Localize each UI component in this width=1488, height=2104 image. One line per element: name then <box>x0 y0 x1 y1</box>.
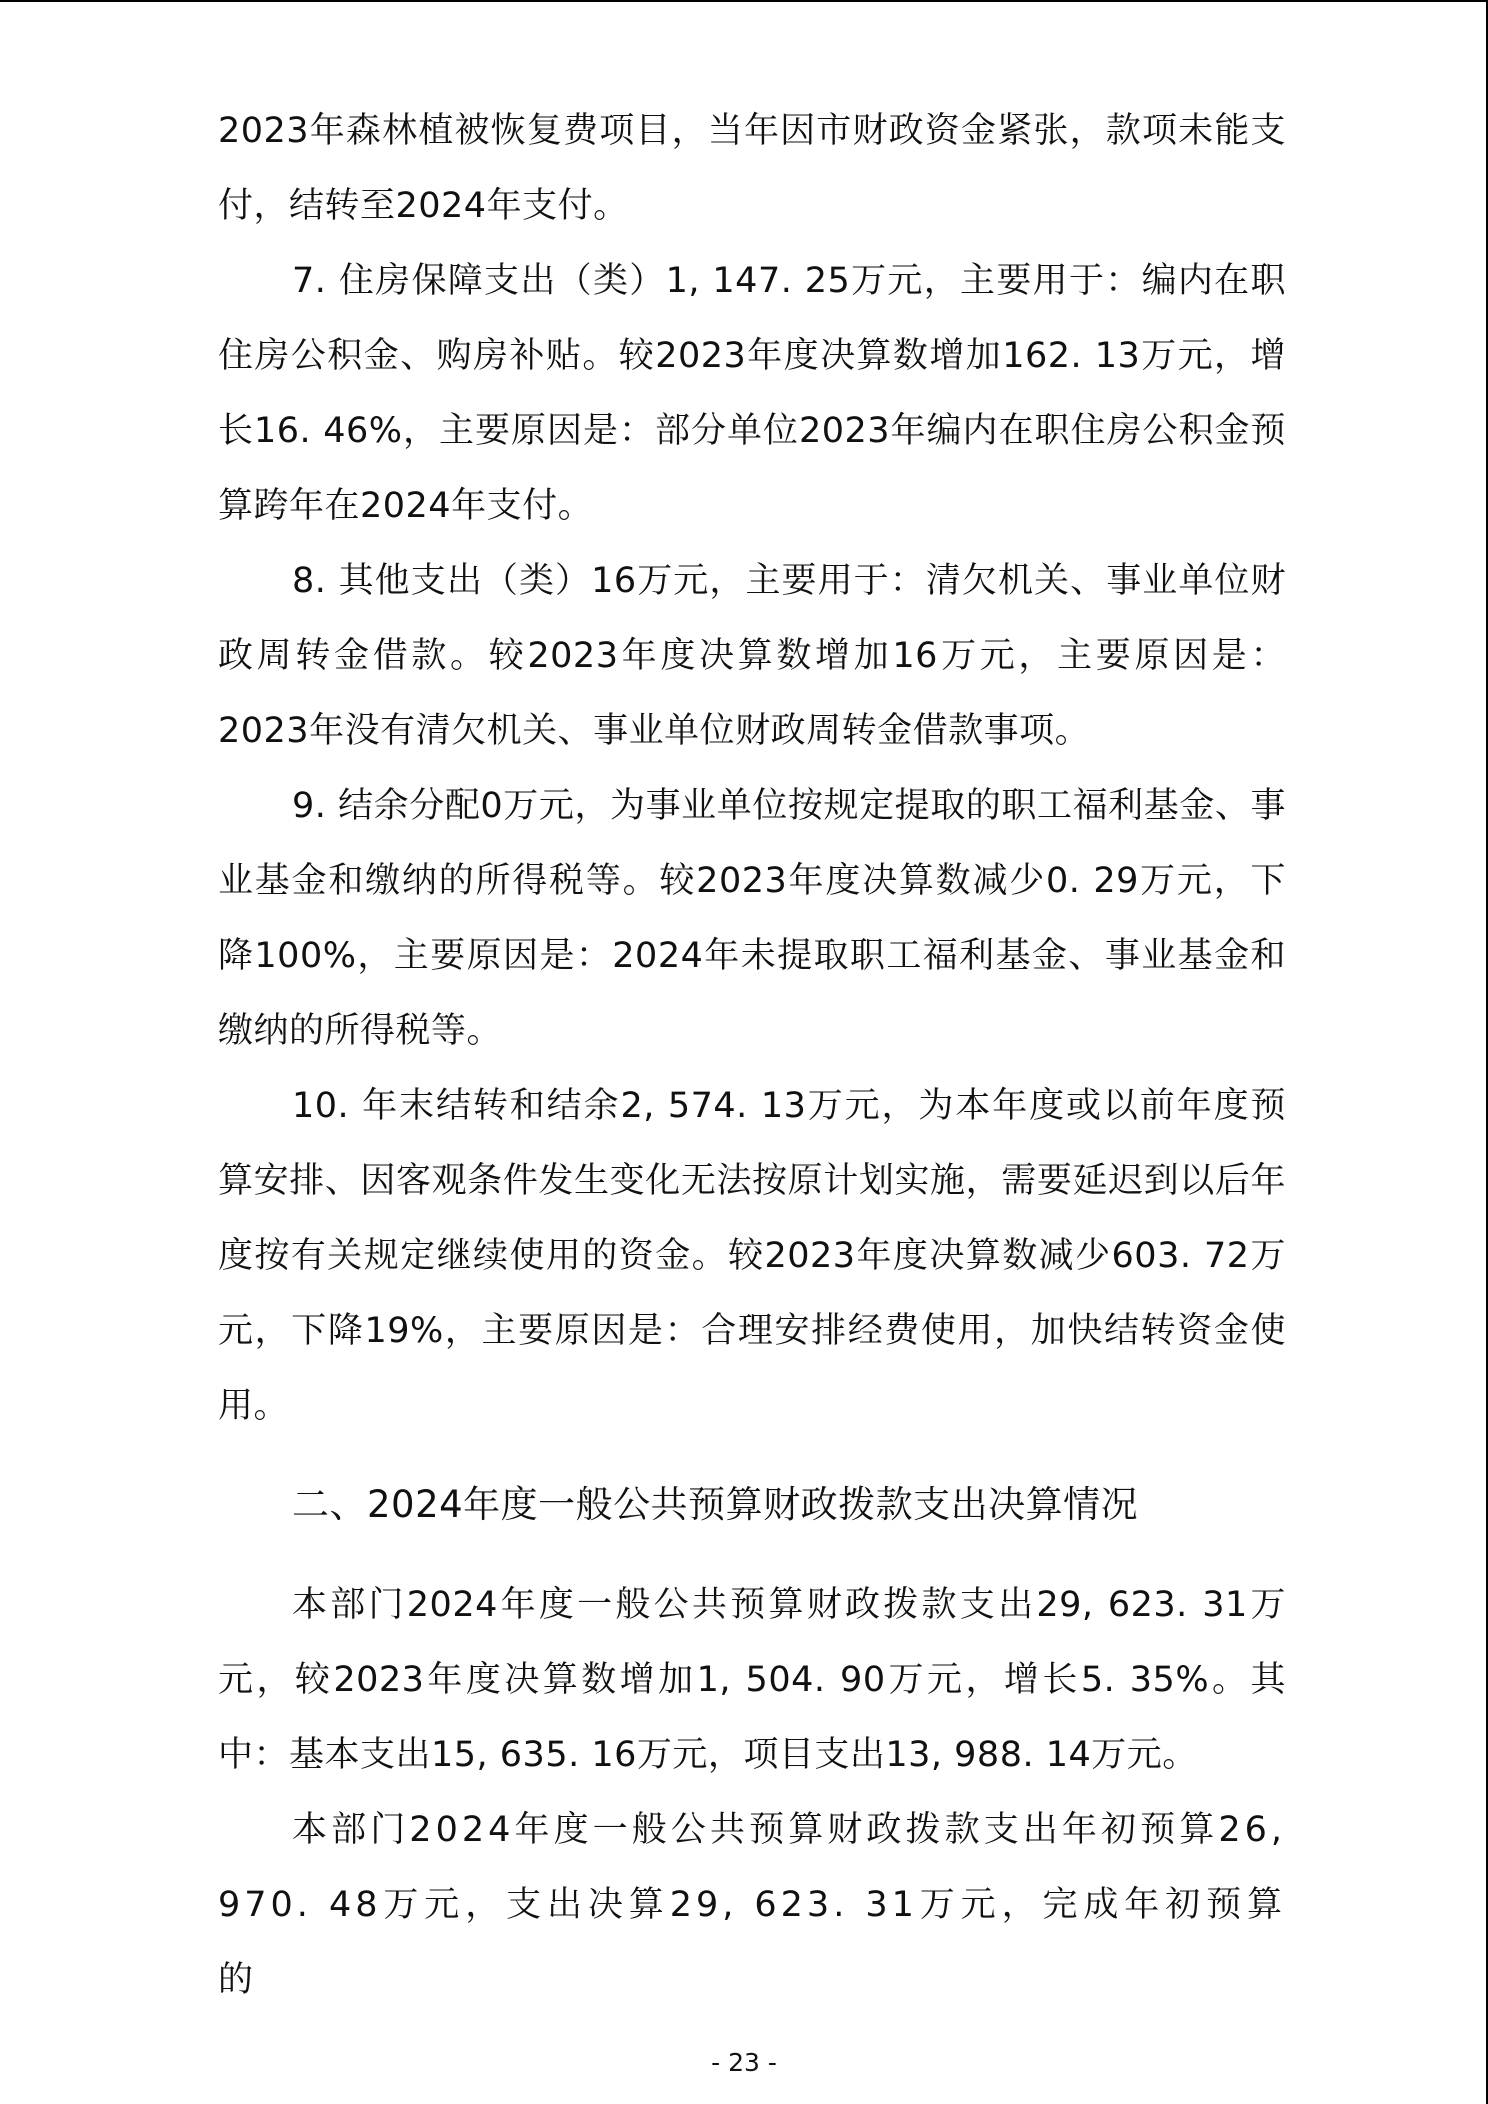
document-body <box>218 94 1286 2018</box>
paragraph-general-budget-expenditure: 本部门2024年度一般公共预算财政拨款支出29, 623. 31万元，较2023年度决算数增加1, 504. 90万元，增长5. 35%。其中：基本支出15, 635. 16万元，项目支出13, 988. 14万元。 <box>218 1585 1286 1775</box>
paragraph-forest-restoration: 2023年森林植被恢复费项目，当年因市财政资金紧张，款项未能支付，结转至2024年支付。 <box>218 111 1286 226</box>
paragraph-housing-expenditure: 7. 住房保障支出（类）1, 147. 25万元，主要用于：编内在职住房公积金、购房补贴。较2023年度决算数增加162. 13万元，增长16. 46%，主要原因是：部分单位2023年编内在职住房公积金预算跨年在2024年支付。 <box>218 261 1286 526</box>
paragraph-year-end-balance: 10. 年末结转和结余2, 574. 13万元，为本年度或以前年度预算安排、因客观条件发生变化无法按原计划实施，需要延迟到以后年度按有关规定继续使用的资金。较2023年度决算数减少603. 72万元，下降19%，主要原因是：合理安排经费使用，加快结转资金使用。 <box>218 1086 1286 1426</box>
section-heading: 二、2024年度一般公共预算财政拨款支出决算情况 <box>292 1483 1139 1526</box>
paragraph-surplus-distribution: 9. 结余分配0万元，为事业单位按规定提取的职工福利基金、事业基金和缴纳的所得税等。较2023年度决算数减少0. 29万元，下降100%，主要原因是：2024年未提取职工福利基金、事业基金和缴纳的所得税等。 <box>218 786 1286 1051</box>
paragraph-annual-budget-comparison: 本部门2024年度一般公共预算财政拨款支出年初预算26, 970. 48万元，支出决算29, 623. 31万元，完成年初预算的 <box>218 1810 1286 2000</box>
page-number: - 23 - <box>711 2048 777 2077</box>
paragraph-other-expenditure: 8. 其他支出（类）16万元，主要用于：清欠机关、事业单位财政周转金借款。较2023年度决算数增加16万元，主要原因是：2023年没有清欠机关、事业单位财政周转金借款事项。 <box>218 561 1286 751</box>
